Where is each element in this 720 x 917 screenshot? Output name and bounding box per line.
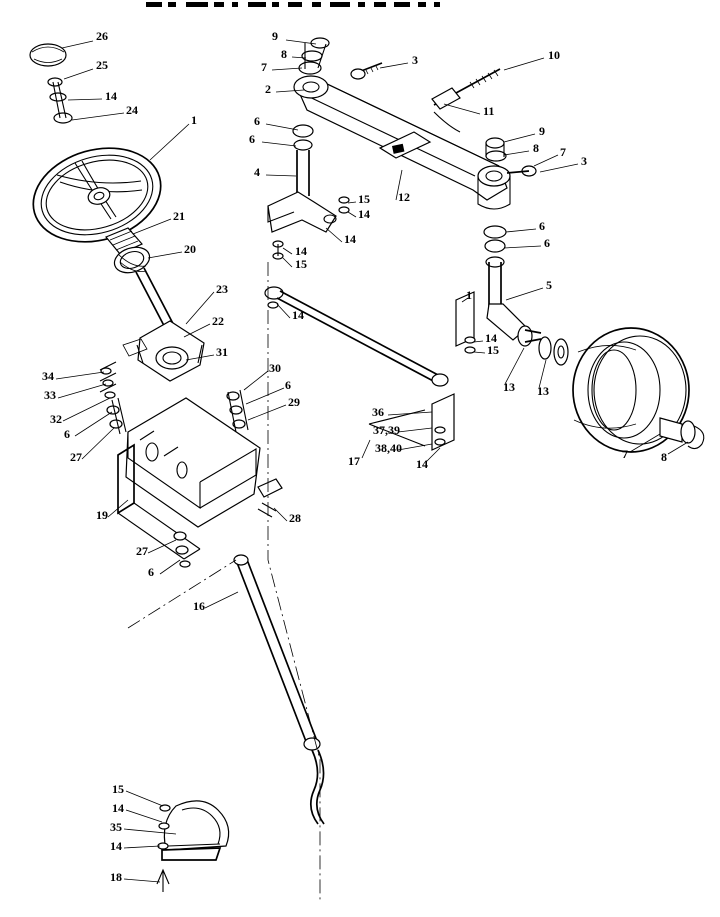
callout-38-40: 38,40 [375, 441, 402, 455]
callout-1-b: 1 [466, 288, 472, 302]
callout-6-g: 6 [544, 236, 550, 250]
callout-5: 5 [546, 278, 552, 292]
callout-9-a: 9 [272, 29, 278, 43]
callout-7-b: 7 [560, 145, 566, 159]
callout-16: 16 [193, 599, 205, 613]
callout-6-f: 6 [539, 219, 545, 233]
centerline-2 [128, 560, 236, 628]
callout-33: 33 [44, 388, 56, 402]
callout-18: 18 [110, 870, 122, 884]
callout-8-a: 8 [281, 47, 287, 61]
callout-34: 34 [42, 369, 54, 383]
callout-31: 31 [216, 345, 228, 359]
callout-7-a: 7 [261, 60, 267, 74]
front-axle-assembly [268, 38, 568, 365]
callout-6-a: 6 [64, 427, 70, 441]
callout-13-a: 13 [503, 380, 515, 394]
callout-14-b: 14 [358, 207, 370, 221]
callout-15-d: 15 [295, 257, 307, 271]
callout-29: 29 [288, 395, 300, 409]
callout-14: 14 [105, 89, 117, 103]
callout-27-a: 27 [70, 450, 82, 464]
callout-11: 11 [483, 104, 495, 118]
callout-23: 23 [216, 282, 228, 296]
callout-13-b: 13 [537, 384, 549, 398]
callout-10: 10 [548, 48, 560, 62]
callout-14-i: 14 [110, 839, 122, 853]
callout-32: 32 [50, 412, 62, 426]
callout-8-b: 8 [533, 141, 539, 155]
callout-28: 28 [289, 511, 301, 525]
callout-15-b: 15 [112, 782, 124, 796]
callout-14-h: 14 [112, 801, 124, 815]
callout-6-e: 6 [249, 132, 255, 146]
callout-20: 20 [184, 242, 196, 256]
header-marks [146, 2, 440, 7]
callout-15-c: 15 [358, 192, 370, 206]
callout-8-c: 8 [661, 450, 667, 464]
callout-30: 30 [269, 361, 281, 375]
callout-36: 36 [372, 405, 384, 419]
callout-37-39: 37,39 [373, 423, 400, 437]
pedal-assembly [157, 801, 229, 892]
callout-14-f: 14 [485, 331, 497, 345]
front-tire [573, 328, 704, 452]
callout-17: 17 [348, 454, 360, 468]
callout-15-a: 15 [487, 343, 499, 357]
callout-7-c: 7 [622, 447, 628, 461]
callout-14-c: 14 [344, 232, 356, 246]
callout-25: 25 [96, 58, 108, 72]
brake-rod-linkage [234, 555, 324, 824]
callout-19: 19 [96, 508, 108, 522]
callout-21: 21 [173, 209, 185, 223]
callout-22: 22 [212, 314, 224, 328]
callout-14-e: 14 [292, 308, 304, 322]
callout-3-b: 3 [581, 154, 587, 168]
callout-2: 2 [265, 82, 271, 96]
callout-24: 24 [126, 103, 138, 117]
callout-1: 1 [191, 113, 197, 127]
callout-14-d: 14 [295, 244, 307, 258]
callout-6-c: 6 [285, 378, 291, 392]
callout-26: 26 [96, 29, 108, 43]
callout-14-g: 14 [416, 457, 428, 471]
steering-support-bracket [100, 362, 282, 567]
callout-3-a: 3 [412, 53, 418, 67]
callout-4: 4 [254, 165, 260, 179]
callout-12: 12 [398, 190, 410, 204]
callout-27-b: 27 [136, 544, 148, 558]
callout-6-d: 6 [254, 114, 260, 128]
callout-35: 35 [110, 820, 122, 834]
centerline [268, 262, 320, 900]
callout-6-b: 6 [148, 565, 154, 579]
callout-9-b: 9 [539, 124, 545, 138]
